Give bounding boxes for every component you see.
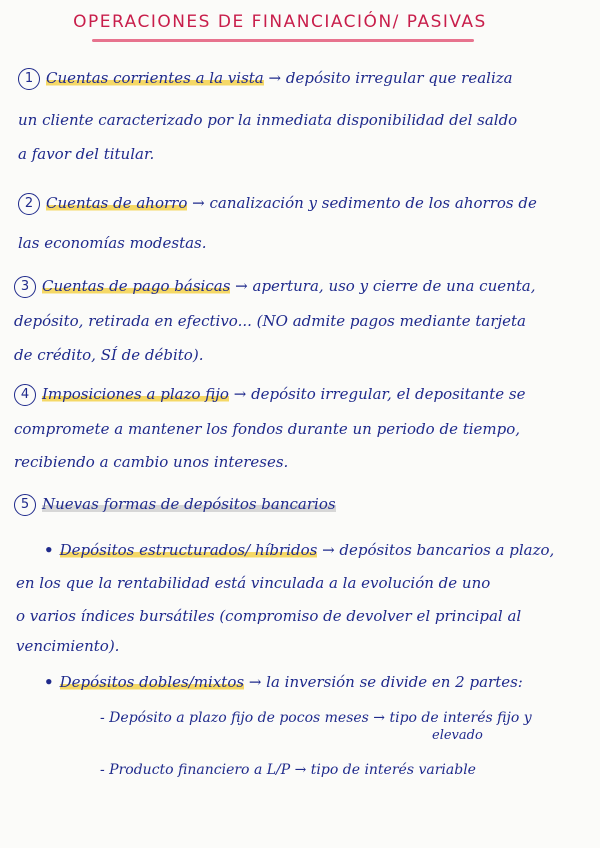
- page-title: OPERACIONES DE FINANCIACIÓN/ PASIVAS: [73, 12, 487, 32]
- section-number-5: 5: [14, 494, 36, 516]
- section-1-line-1: [18, 68, 513, 90]
- section-5-heading: Nuevas formas de depósitos bancarios: [42, 495, 336, 513]
- subitem-1-text-3: o varios índices bursátiles (compromiso de devolver el principal al: [16, 607, 522, 625]
- section-1-text-2: un cliente caracterizado por la inmediata disponibilidad del saldo: [18, 111, 518, 129]
- section-1-text-1: → depósito irregular que realiza: [268, 69, 513, 87]
- subitem-2-text-1: → la inversión se divide en 2 partes:: [248, 673, 523, 691]
- section-3-text-1: → apertura, uso y cierre de una cuenta,: [235, 277, 536, 295]
- subitem-1-text-2: en los que la rentabilidad está vinculada a la evolución de uno: [16, 574, 491, 592]
- section-4-text-2: compromete a mantener los fondos durante un periodo de tiempo,: [14, 420, 521, 438]
- dash-item-1-cont: elevado: [432, 728, 483, 743]
- section-4-text-3: recibiendo a cambio unos intereses.: [14, 453, 289, 471]
- section-3-text-3: de crédito, SÍ de débito).: [14, 346, 204, 364]
- bullet-icon: •: [44, 673, 54, 691]
- section-1-text-3: a favor del titular.: [18, 145, 155, 163]
- section-3-heading: Cuentas de pago básicas: [42, 277, 231, 295]
- subitem-2-heading: Depósitos dobles/mixtos: [59, 673, 245, 691]
- subitem-1-text-1: → depósitos bancarios a plazo,: [322, 541, 555, 559]
- section-4-heading: Imposiciones a plazo fijo: [42, 385, 229, 403]
- section-number-3: 3: [14, 276, 36, 298]
- dash-item-1: - Depósito a plazo fijo de pocos meses → tipo de interés fijo y: [100, 710, 532, 726]
- subitem-1-text-4: vencimiento).: [16, 637, 120, 655]
- title-underline: [92, 39, 474, 42]
- section-2-text-1: → canalización y sedimento de los ahorros de: [192, 194, 537, 212]
- section-1-heading: Cuentas corrientes a la vista: [46, 69, 264, 87]
- section-2-heading: Cuentas de ahorro: [46, 194, 188, 212]
- subitem-2-line-1: [44, 672, 523, 692]
- section-2-text-2: las economías modestas.: [18, 234, 207, 252]
- section-number-4: 4: [14, 384, 36, 406]
- section-4-line-1: [14, 384, 526, 406]
- subitem-1-line-1: [44, 540, 554, 560]
- section-3-text-2: depósito, retirada en efectivo... (NO admite pagos mediante tarjeta: [14, 312, 526, 330]
- bullet-icon: •: [44, 541, 54, 559]
- dash-item-2: - Producto financiero a L/P → tipo de interés variable: [100, 762, 476, 778]
- section-4-text-1: → depósito irregular, el depositante se: [233, 385, 526, 403]
- section-2-line-1: [18, 193, 537, 215]
- subitem-1-heading: Depósitos estructurados/ híbridos: [59, 541, 318, 559]
- section-3-line-1: [14, 276, 536, 298]
- section-5-line-1: [14, 494, 336, 516]
- section-number-1: 1: [18, 68, 40, 90]
- section-number-2: 2: [18, 193, 40, 215]
